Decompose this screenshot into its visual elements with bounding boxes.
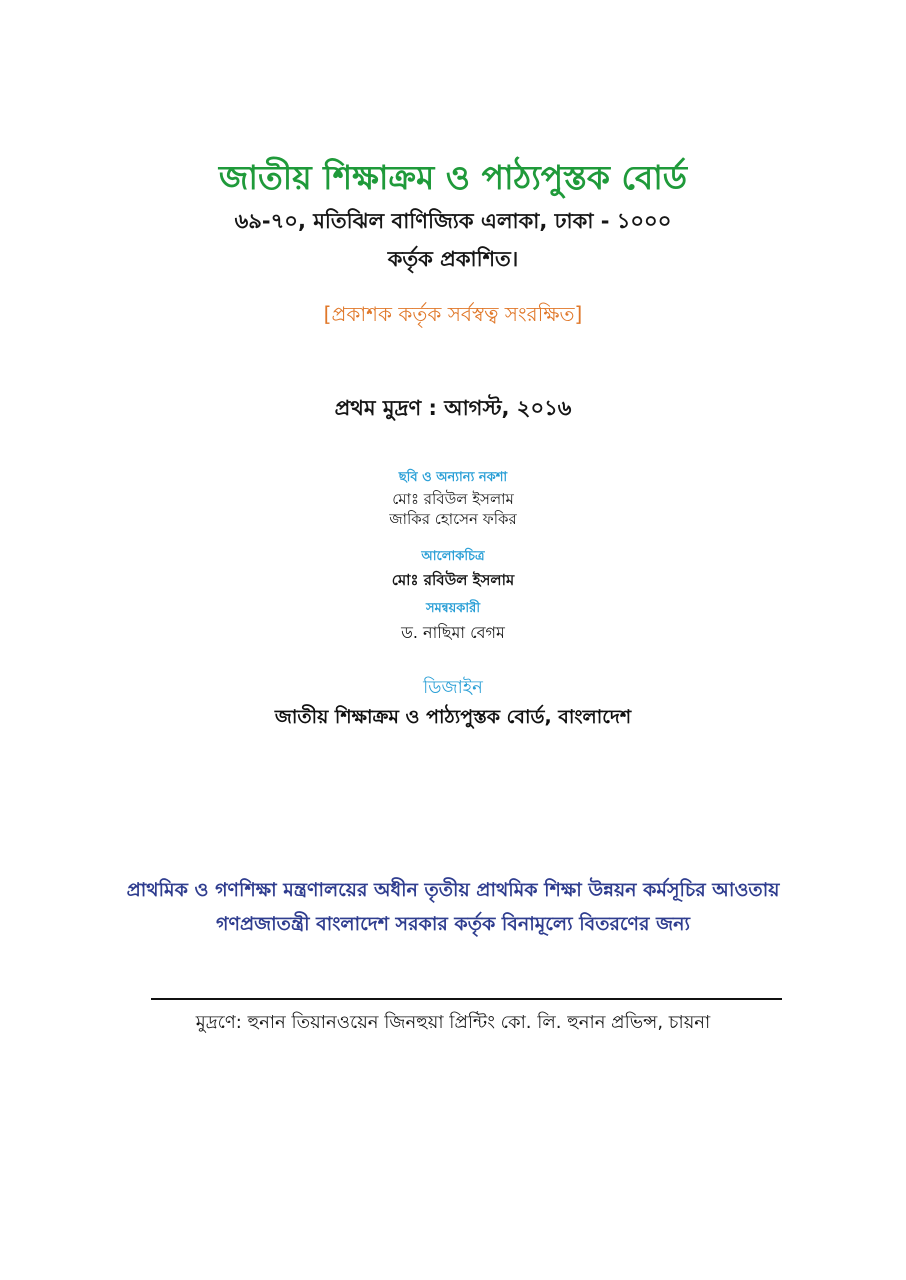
coordinator-name: ড. নাছিমা বেগম (401, 623, 505, 642)
photographer-name: মোঃ রবিউল ইসলাম (391, 571, 515, 589)
printer-info: মুদ্রণে: হুনান তিয়ানওয়েন জিনহুয়া প্রিন্টিং কো. লি. হুনান প্রভিন্স, চায়না (195, 1012, 711, 1033)
copyright-notice: [প্রকাশক কর্তৃক সর্বস্বত্ব সংরক্ষিত] (323, 302, 583, 326)
publisher-name: জাতীয় শিক্ষাক্রম ও পাঠ্যপুস্তক বোর্ড (218, 158, 688, 197)
illustrations-heading: ছবি ও অন্যান্য নকশা (398, 470, 508, 485)
designer-name: জাতীয় শিক্ষাক্রম ও পাঠ্যপুস্তক বোর্ড, বাংলাদেশ (274, 706, 632, 728)
distribution-notice-line-1: প্রাথমিক ও গণশিক্ষা মন্ত্রণালয়ের অধীন তৃতীয় প্রাথমিক শিক্ষা উন্নয়ন কর্মসূচির আওতায় (126, 879, 780, 901)
divider-rule (151, 998, 782, 1000)
illustrator-name: মোঃ রবিউল ইসলাম (392, 490, 514, 508)
published-by: কর্তৃক প্রকাশিত। (387, 247, 519, 271)
distribution-notice-line-2: গণপ্রজাতন্ত্রী বাংলাদেশ সরকার কর্তৃক বিনামূল্যে বিতরণের জন্য (216, 913, 690, 935)
illustrator-name: জাকির হোসেন ফকির (389, 510, 517, 528)
publisher-address: ৬৯-৭০, মতিঝিল বাণিজ্যিক এলাকা, ঢাকা - ১০০০ (234, 209, 672, 233)
coordinator-heading: সমন্বয়কারী (425, 601, 481, 616)
first-print-date: প্রথম মুদ্রণ : আগস্ট, ২০১৬ (334, 396, 572, 420)
design-heading: ডিজাইন (423, 677, 483, 698)
photography-heading: আলোকচিত্র (421, 549, 485, 564)
